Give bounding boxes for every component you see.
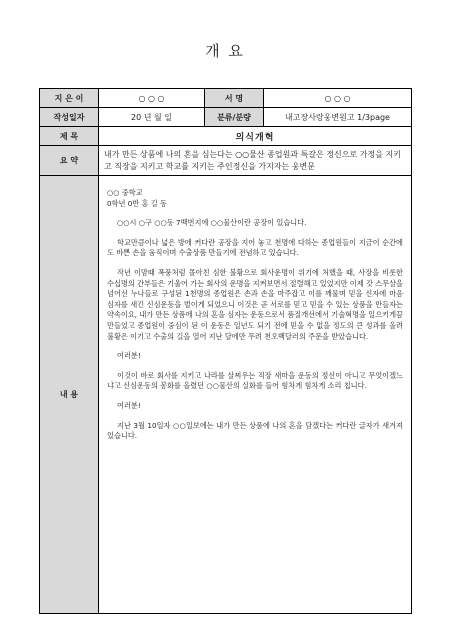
content-paragraph: ○○시 ○구 ○○동 7백번지에 ○○물산이란 공장이 있습니다. bbox=[117, 218, 307, 228]
content-paragraph: 작년 이맘때 폭풍처럼 몰아친 심한 불황으로 회사운명이 위기에 처했을 때, 사장을 비롯한 수십명의 간부들은 기울어 가는 회사의 운명을 지켜보면서 절렬해고 있었지만 이제 갓 스무살을 넘어선 누나들로 구성된 1천명의 종업원은 손과 손을 마주잡고 이를 깨물며 믿을 신자에 마음 심자를 새긴 신심운동을 벌이게 되었으니 이것은 곧 서로를 믿고 믿을 수 있는 상품을 만들자는 약속이요, 내가 만든 상품에 나의 혼을 심자는 운동으로서 품질개선에서 기술혁명을 일으키게끔 만들었고 종업원이 중심이 된 이 운동은 일년도 되기 전에 믿을 수 없을 정도의 큰 성과를 올려 불황은 이기고 수출의 길을 열어 지난 달에만 무려 천오백달러의 주문을 받았습니다. bbox=[107, 267, 403, 341]
name-label: 서 명 bbox=[205, 89, 264, 108]
content-label: 내 용 bbox=[40, 176, 99, 614]
summary-value: 내가 만든 상품에 나의 혼을 심는다는 ○○물산 종업원과 특갈은 정신으로 가정을 지키고 직장을 지키고 학교를 지키는 주인정신을 가지자는 웅변문 bbox=[99, 146, 412, 176]
content-exclamation: 여러분! bbox=[117, 351, 141, 361]
report-form bbox=[39, 88, 412, 614]
content-paragraph: 학교만큼이나 넓은 방에 커다란 공장을 지어 놓고 천명에 다하는 종업원들이 지금이 순간에도 바쁜 손을 움직이며 수출상품 만들기에 전념하고 있습니다. bbox=[107, 237, 403, 258]
subject-label: 제 목 bbox=[40, 127, 99, 146]
content-paragraph: 지난 3월 10일자 ○○일보에는 내가 만든 상품에 나의 혼을 담겠다는 커다란 글자가 새겨져 있습니다. bbox=[107, 420, 403, 441]
date-label: 작성일자 bbox=[40, 108, 99, 127]
name-value: ○ ○ ○ bbox=[264, 89, 412, 108]
category-value: 내고장사랑웅변원고 1/3page bbox=[264, 108, 412, 127]
content-school: ○○ 중학교 bbox=[107, 188, 143, 197]
content-paragraph: 이것이 바로 회사를 지키고 나라를 살찌우는 직장 새마을 운동의 정신이 아니고 무엇이겠느냐고 신심운동의 봉화를 올렸던 ○○물산의 실화를 들어 힘차게 힘차게 소리 칩니다. bbox=[107, 370, 403, 391]
content-body bbox=[99, 176, 412, 614]
content-student: 0학년 0반 홍 길 동 bbox=[107, 198, 167, 208]
author-label: 지 은 이 bbox=[40, 89, 99, 108]
author-value: ○ ○ ○ bbox=[99, 89, 205, 108]
content-exclamation: 여러분! bbox=[117, 400, 141, 410]
subject-value: 의식개혁 bbox=[99, 127, 412, 146]
summary-label: 요 약 bbox=[40, 146, 99, 176]
date-value: 20 년 월 일 bbox=[99, 108, 205, 127]
category-label: 분류/분량 bbox=[205, 108, 264, 127]
page-title: 개 요 bbox=[205, 42, 245, 60]
